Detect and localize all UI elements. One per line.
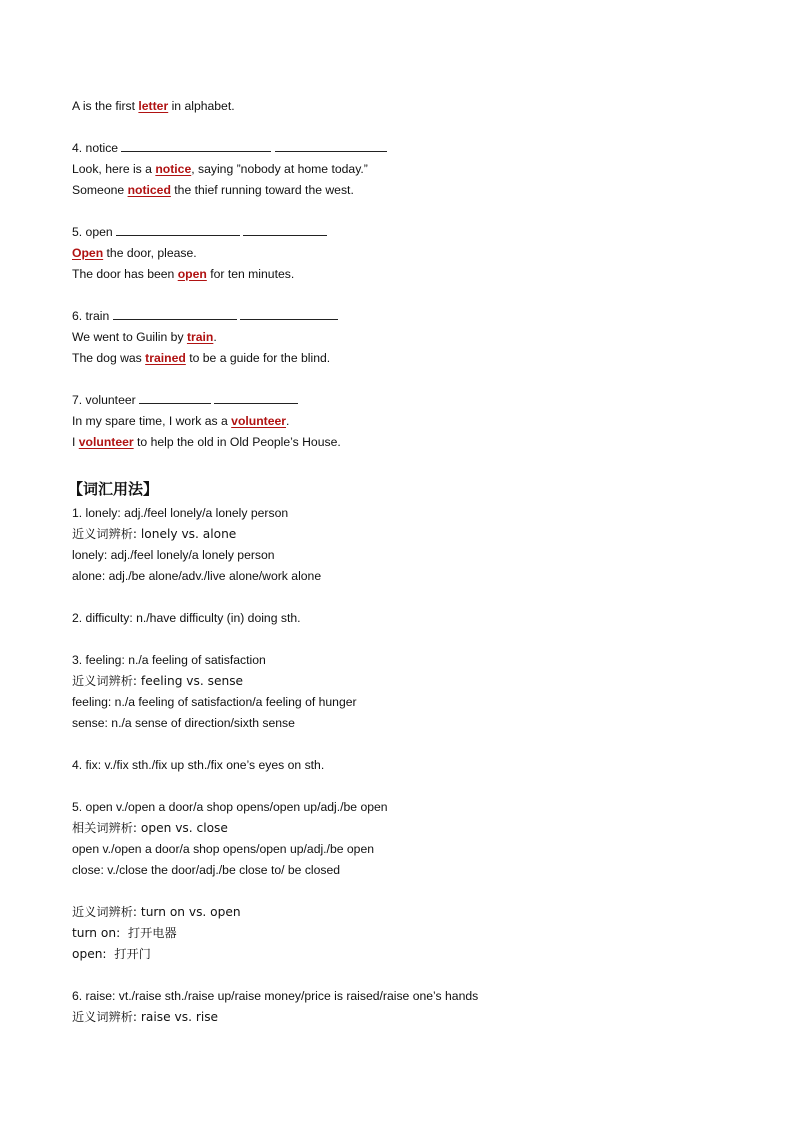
vocab-line: 近义词辨析: turn on vs. open bbox=[72, 905, 241, 919]
item-notice-label: 4. notice bbox=[72, 138, 732, 159]
answer-word: noticed bbox=[127, 183, 171, 197]
vocab-line: 相关词辨析: open vs. close bbox=[72, 821, 228, 835]
vocab-line: open: 打开门 bbox=[72, 947, 151, 961]
answer-word: letter bbox=[138, 99, 169, 113]
example-sentence: The door has been open for ten minutes. bbox=[72, 267, 295, 281]
vocab-line: 1. lonely: adj./feel lonely/a lonely person bbox=[72, 506, 289, 520]
vocab-line: alone: adj./be alone/adv./live alone/work alone bbox=[72, 569, 322, 583]
vocab-line: 4. fix: v./fix sth./fix up sth./fix one’s eyes on sth. bbox=[72, 758, 325, 772]
vocab-line: 近义词辨析: lonely vs. alone bbox=[72, 527, 237, 541]
document-page bbox=[68, 96, 732, 1028]
example-sentence: The dog was trained to be a guide for the blind. bbox=[72, 351, 331, 365]
vocab-line: 2. difficulty: n./have difficulty (in) doing sth. bbox=[72, 611, 301, 625]
example-sentence: Open the door, please. bbox=[72, 246, 197, 260]
example-sentence: We went to Guilin by train. bbox=[72, 330, 217, 344]
vocab-line: turn on: 打开电器 bbox=[72, 926, 177, 940]
answer-blank bbox=[214, 391, 298, 404]
vocab-line: open v./open a door/a shop opens/open up/adj./be open bbox=[72, 842, 375, 856]
item-train-label: 6. train bbox=[72, 306, 732, 327]
answer-word: trained bbox=[145, 351, 186, 365]
answer-blank bbox=[139, 391, 211, 404]
answer-blank bbox=[275, 139, 387, 152]
answer-blank bbox=[113, 307, 237, 320]
intro-sentence: A is the first letter in alphabet. bbox=[72, 99, 235, 113]
item-volunteer-label: 7. volunteer bbox=[72, 390, 732, 411]
example-sentence: In my spare time, I work as a volunteer. bbox=[72, 414, 290, 428]
answer-blank bbox=[243, 223, 327, 236]
vocab-line: feeling: n./a feeling of satisfaction/a feeling of hunger bbox=[72, 695, 357, 709]
vocab-line: 5. open v./open a door/a shop opens/open up/adj./be open bbox=[72, 800, 388, 814]
vocab-line: 6. raise: vt./raise sth./raise up/raise money/price is raised/raise one’s hands bbox=[72, 989, 479, 1003]
vocab-line: sense: n./a sense of direction/sixth sense bbox=[72, 716, 295, 730]
vocab-line: 近义词辨析: raise vs. rise bbox=[72, 1010, 219, 1024]
example-sentence: I volunteer to help the old in Old People’s House. bbox=[72, 435, 341, 449]
answer-blank bbox=[116, 223, 240, 236]
answer-word: notice bbox=[155, 162, 192, 176]
answer-word: volunteer bbox=[231, 414, 287, 428]
example-sentence: Someone noticed the thief running toward the west. bbox=[72, 183, 354, 197]
example-sentence: Look, here is a notice, saying ”nobody at home today.” bbox=[72, 162, 368, 176]
answer-word: volunteer bbox=[78, 435, 134, 449]
vocab-line: 近义词辨析: feeling vs. sense bbox=[72, 674, 244, 688]
vocab-line: 3. feeling: n./a feeling of satisfaction bbox=[72, 653, 266, 667]
answer-blank bbox=[240, 307, 338, 320]
section-heading: 【词汇用法】 bbox=[68, 480, 159, 498]
answer-word: train bbox=[186, 330, 214, 344]
answer-word: Open bbox=[72, 246, 104, 260]
answer-blank bbox=[121, 139, 271, 152]
answer-word: open bbox=[177, 267, 207, 281]
vocab-line: lonely: adj./feel lonely/a lonely person bbox=[72, 548, 275, 562]
vocab-line: close: v./close the door/adj./be close to/ be closed bbox=[72, 863, 341, 877]
item-open-label: 5. open bbox=[72, 222, 732, 243]
